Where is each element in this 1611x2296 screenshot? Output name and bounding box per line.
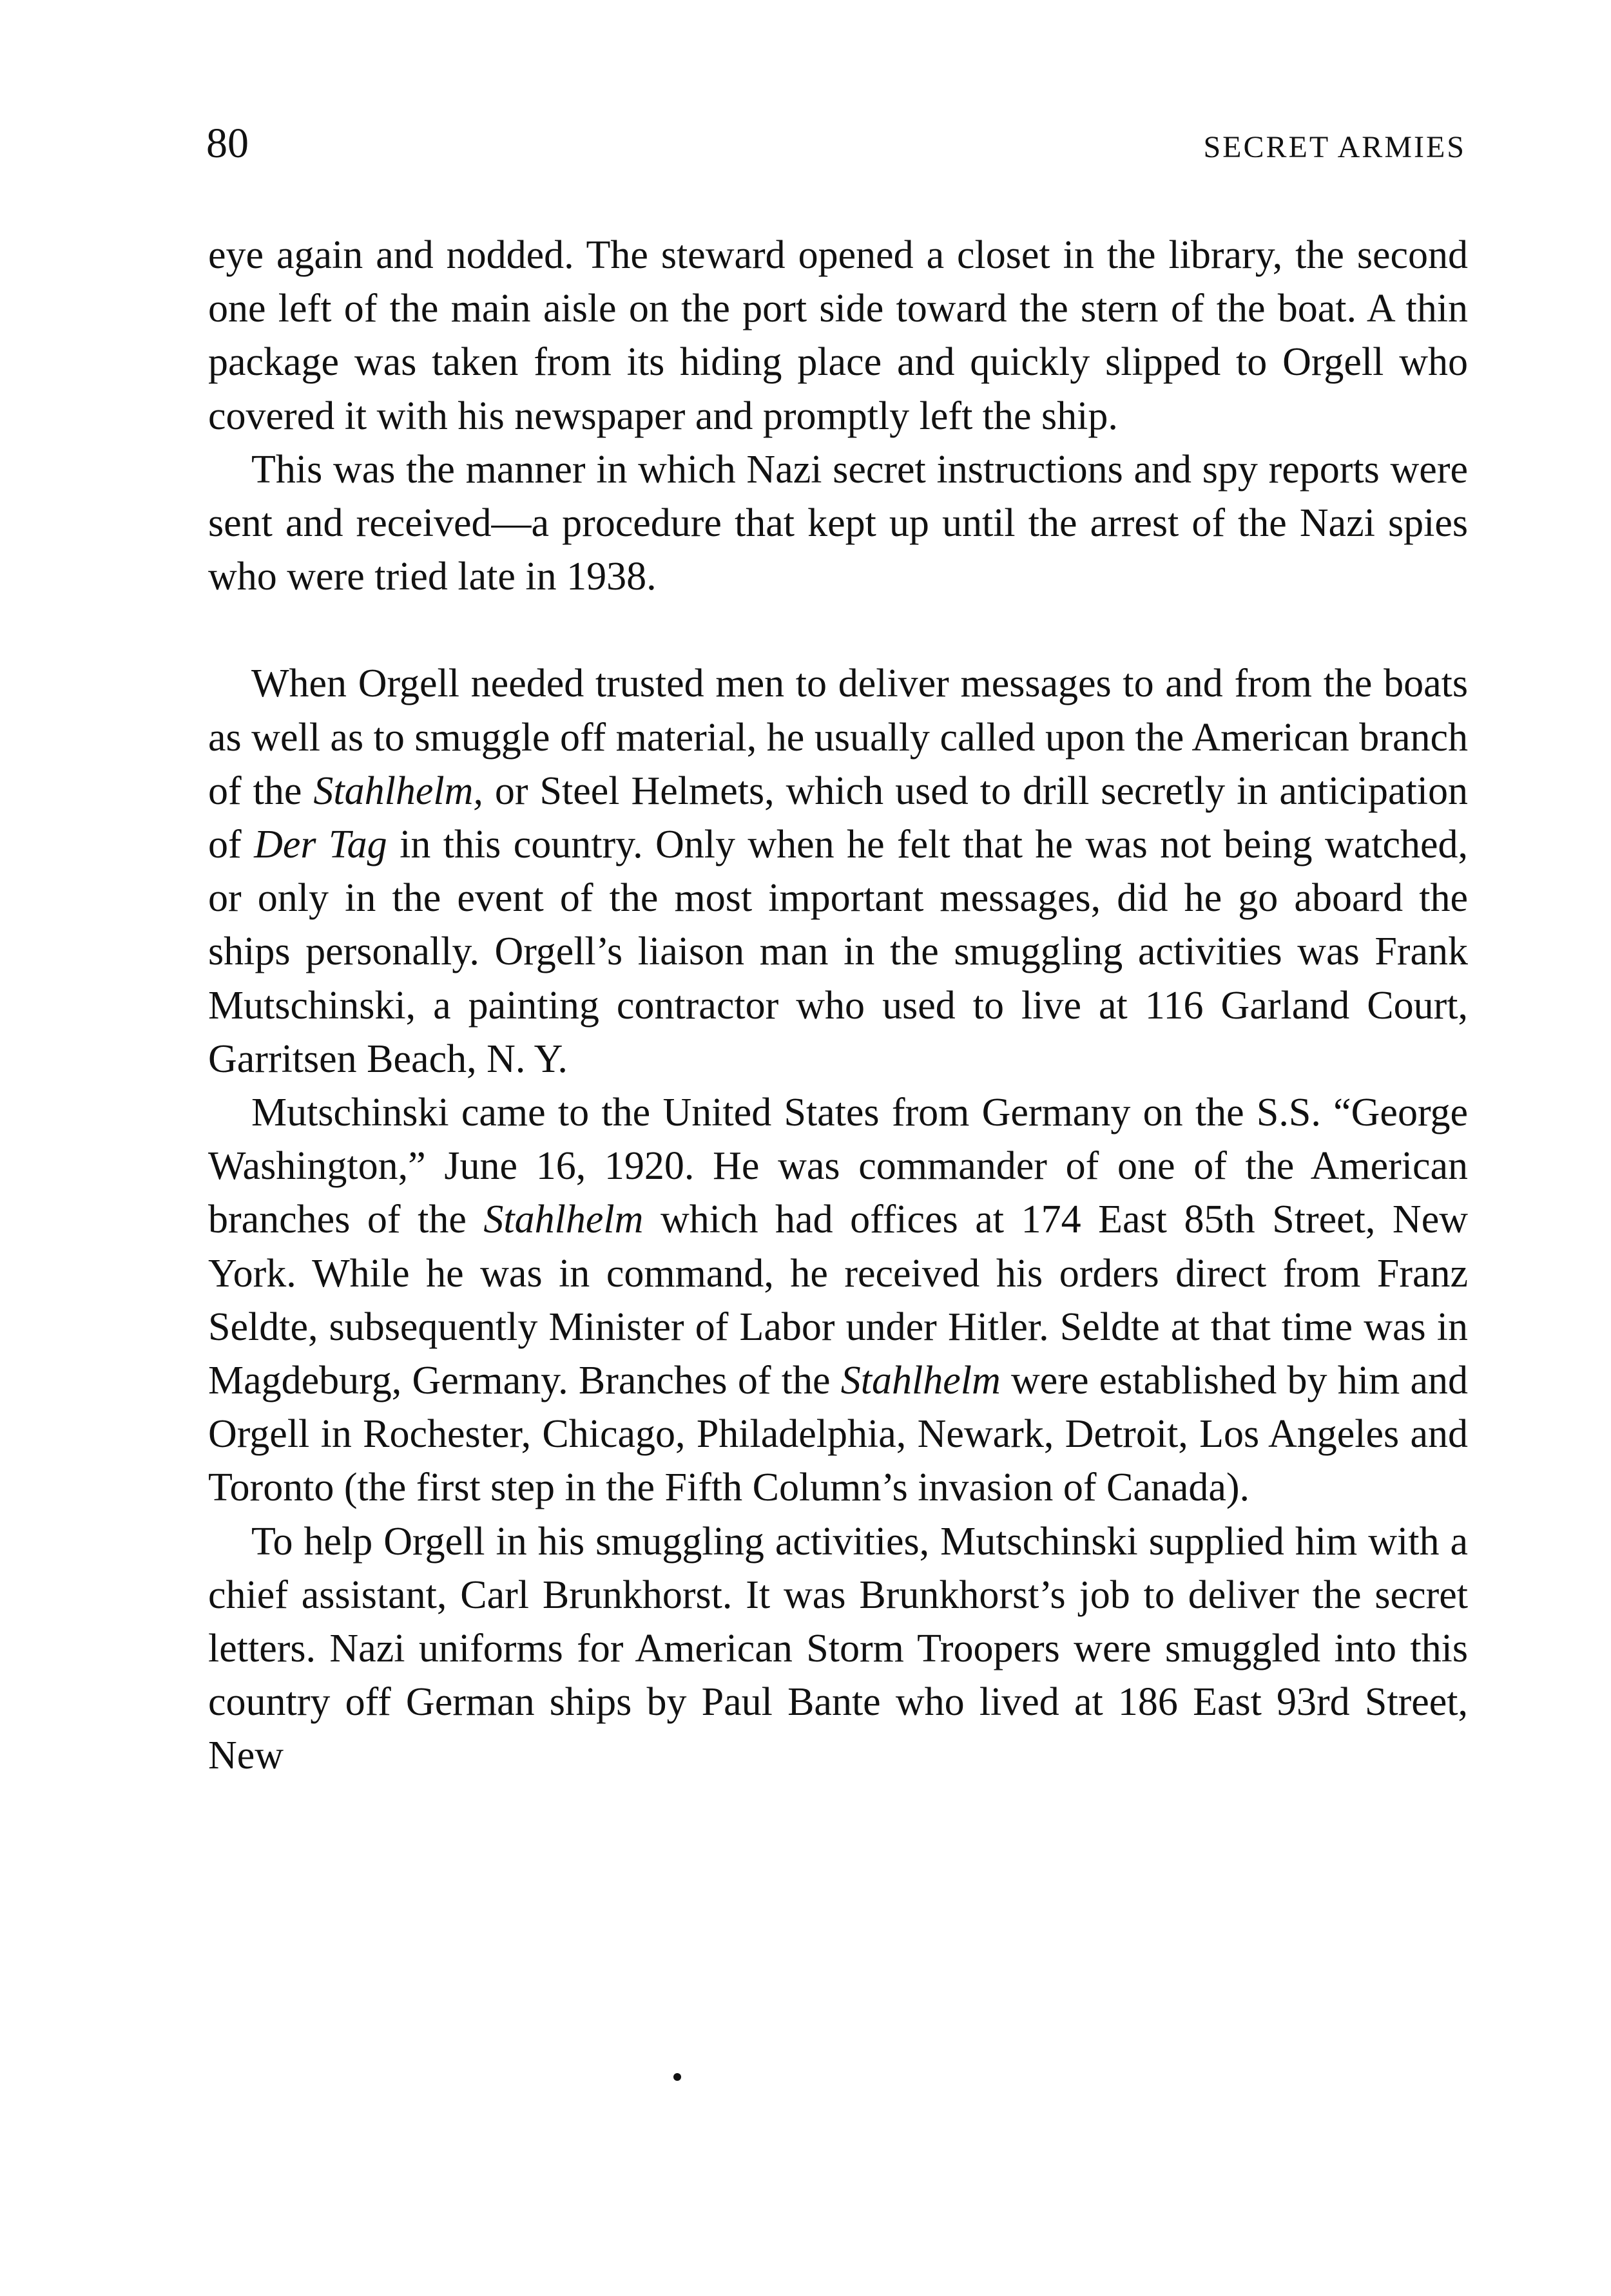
paragraph-5: To help Orgell in his smuggling activities, Mutschinski supplied him with a chief assistant, Carl Brunkhorst. It was Brunkhorst’s job to deliver the secret letters. Nazi uniforms for American Storm Troopers were smuggled into this country off German ships by Paul Bante who lived at 186 East 93rd Street, New bbox=[208, 1519, 1468, 1778]
paragraph-3-text-e: in this country. Only when he felt that he was not being watched, or only in the event of the most important messages, did he go aboard the ships personally. Orgell’s liaison man in the smuggling activities was Frank Mutschinski, a painting contractor who used to live at 116 Garland Court, Garritsen Beach, N. Y. bbox=[208, 823, 1468, 1081]
paragraph-4-text-e: were established by him and Orgell in Rochester, Chicago, Philadelphia, Newark, Detroit, Los Angeles and Toronto (the first step in the Fifth Column’s invasion of Canada). bbox=[208, 1359, 1468, 1510]
paragraph-3 bbox=[208, 657, 1468, 1086]
paragraph-3-text-a: When Orgell needed trusted men to deliver messages to and from the boats as well as to smuggle off material, he usually called upon the American branch of the bbox=[208, 662, 1468, 813]
stahlhelm-term: Stahlhelm, bbox=[313, 769, 483, 813]
paragraph-4-text-c: which had offices at 174 East 85th Street, New York. While he was in command, he received his orders direct from Franz Seldte, subsequently Minister of Labor under Hitler. Seldte at that time was in Magdeburg, Germany. Branches of the bbox=[208, 1198, 1468, 1403]
paragraph-2: This was the manner in which Nazi secret instructions and spy reports were sent and received—a procedure that kept up until the arrest of the Nazi spies who were tried late in 1938. bbox=[208, 447, 1468, 599]
page-number: 80 bbox=[206, 120, 249, 167]
der-tag-term: Der Tag bbox=[254, 823, 387, 867]
footer-dot bbox=[673, 2073, 681, 2081]
paragraph-4 bbox=[208, 1086, 1468, 1515]
paragraph-3-text-c: or Steel Helmets, which used to drill secretly in anticipation of bbox=[208, 769, 1468, 867]
stahlhelm-term: Stahlhelm bbox=[840, 1359, 1001, 1403]
paragraph-4-text-a: Mutschinski came to the United States from Germany on the S.S. “George Washington,” June 16, 1920. He was commander of one of the American branches of the bbox=[208, 1091, 1468, 1242]
body-text bbox=[208, 229, 1468, 1783]
running-head: SECRET ARMIES bbox=[1203, 130, 1466, 164]
stahlhelm-term: Stahlhelm bbox=[483, 1198, 644, 1242]
paragraph-1: eye again and nodded. The steward opened a closet in the library, the second one left of the main aisle on the port side toward the stern of the boat. A thin package was taken from its hiding place and quickly slipped to Orgell who covered it with his newspaper and promptly left the ship. bbox=[208, 233, 1468, 438]
